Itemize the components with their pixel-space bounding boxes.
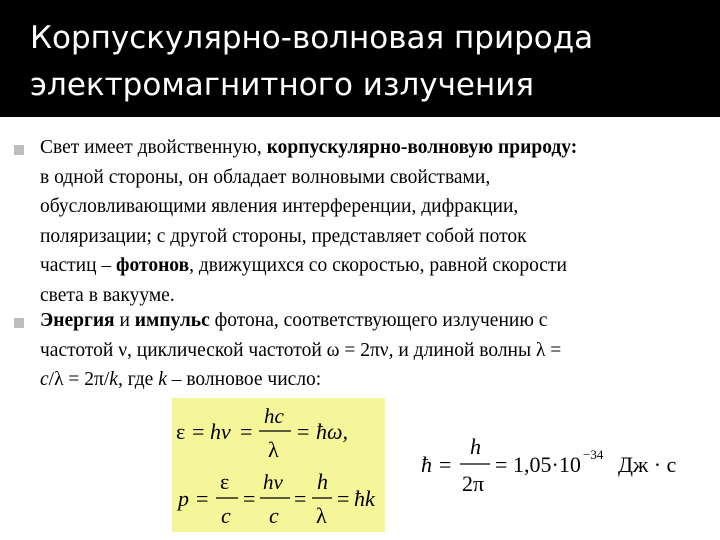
text-run: , движущихся со скоростью, равной скорости: [189, 255, 567, 276]
bullet-2-text: [40, 306, 712, 395]
emphasis-text: корпускулярно-волновую природу:: [266, 137, 578, 158]
formula-symbol: ε: [220, 469, 230, 494]
symbol-k: k: [109, 369, 118, 390]
formula-symbol: hν: [263, 470, 283, 494]
formula-symbol: ħω,: [316, 419, 349, 444]
text-run: Свет имеет двойственную,: [40, 137, 267, 158]
formula-symbol: 1,05·10: [513, 452, 581, 477]
formula-symbol: c: [221, 503, 231, 528]
formula-symbol: 2π: [462, 471, 485, 496]
formula-symbol: =: [192, 419, 205, 444]
formula-symbol: Дж · с: [618, 452, 677, 477]
formula-graphic: [172, 398, 385, 532]
formula-symbol: p: [178, 486, 189, 511]
slide-title-line-2: электромагнитного излучения: [30, 67, 535, 103]
text-run: фотона, соответствующего излучению с: [209, 310, 548, 331]
formula-symbol: h: [470, 434, 481, 459]
bullet-1-text: [40, 133, 712, 310]
formula-symbol: −34: [583, 447, 604, 462]
symbol-k: k: [158, 369, 167, 390]
text-run: и: [114, 310, 135, 331]
text-run: – волновое число:: [166, 369, 322, 390]
symbol-c: c: [40, 369, 49, 390]
formula-symbol: =: [294, 486, 307, 511]
text-line: [40, 133, 712, 163]
formula-symbol: ħk: [354, 486, 375, 511]
formula-symbol: =: [196, 486, 209, 511]
formula-symbol: =: [297, 419, 310, 444]
formula-symbol: =: [337, 486, 350, 511]
text-run: /λ = 2π/: [48, 369, 110, 390]
energy-momentum-formulas: [172, 398, 385, 532]
title-bar: [0, 0, 720, 117]
formula-symbol: λ: [268, 437, 279, 462]
bullet-marker-icon: [14, 318, 24, 328]
formula-symbol: =: [243, 486, 256, 511]
text-line: частотой ν, циклической частотой ω = 2πν, и длиной волны λ =: [40, 339, 562, 361]
text-line: обусловливающими явления интерференции, дифракции,: [40, 196, 519, 217]
emphasis-text: импульс: [134, 310, 210, 331]
formula-symbol: hν: [210, 419, 231, 444]
text-line: [40, 365, 712, 395]
emphasis-text: фотонов: [116, 255, 190, 276]
bullet-marker-icon: [14, 145, 24, 155]
text-line: [40, 306, 712, 336]
formula-symbol: hc: [264, 404, 284, 428]
text-line: [40, 251, 712, 281]
formula-symbol: ε: [176, 419, 186, 444]
formula-symbol: h: [317, 469, 328, 494]
formula-symbol: =: [240, 419, 253, 444]
slide-title-line-1: Корпускулярно-волновая природа: [30, 20, 594, 56]
formula-symbol: c: [269, 503, 279, 528]
text-line: в одной стороны, он обладает волновыми свойствами,: [40, 166, 491, 188]
formula-symbol: =: [439, 452, 452, 477]
text-run: , где: [117, 369, 159, 390]
planck-constant-formula: [415, 430, 710, 500]
formula-symbol: =: [495, 452, 508, 477]
emphasis-text: Энергия: [40, 310, 115, 331]
text-line: поляризации; с другой стороны, представляет собой поток: [40, 225, 527, 247]
text-line: света в вакууме.: [40, 284, 175, 306]
formula-symbol: ħ: [421, 452, 432, 477]
text-run: частиц –: [40, 255, 117, 276]
formula-symbol: λ: [316, 503, 327, 528]
